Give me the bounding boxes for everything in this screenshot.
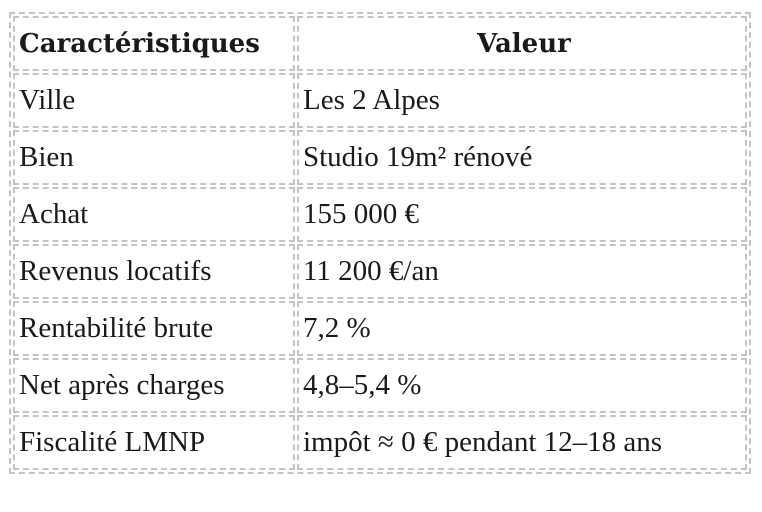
table-row [13,301,747,356]
table-row [13,187,747,242]
row-value: impôt ≈ 0 € pendant 12–18 ans [297,415,747,470]
row-label: Bien [13,130,295,185]
row-label: Fiscalité LMNP [13,415,295,470]
table-row [13,358,747,413]
table-row [13,415,747,470]
row-label: Ville [13,73,295,128]
table-row [13,244,747,299]
column-header-value: Valeur [297,16,747,71]
row-value: Les 2 Alpes [297,73,747,128]
properties-table [9,12,751,474]
table-header-row [13,16,747,71]
row-value: 7,2 % [297,301,747,356]
row-label: Achat [13,187,295,242]
row-value: Studio 19m² rénové [297,130,747,185]
row-value: 4,8–5,4 % [297,358,747,413]
row-value: 155 000 € [297,187,747,242]
row-label: Revenus locatifs [13,244,295,299]
row-label: Net après charges [13,358,295,413]
row-value: 11 200 €/an [297,244,747,299]
table-row [13,73,747,128]
row-label: Rentabilité brute [13,301,295,356]
table-row [13,130,747,185]
column-header-characteristics: Caractéristiques [13,16,295,71]
